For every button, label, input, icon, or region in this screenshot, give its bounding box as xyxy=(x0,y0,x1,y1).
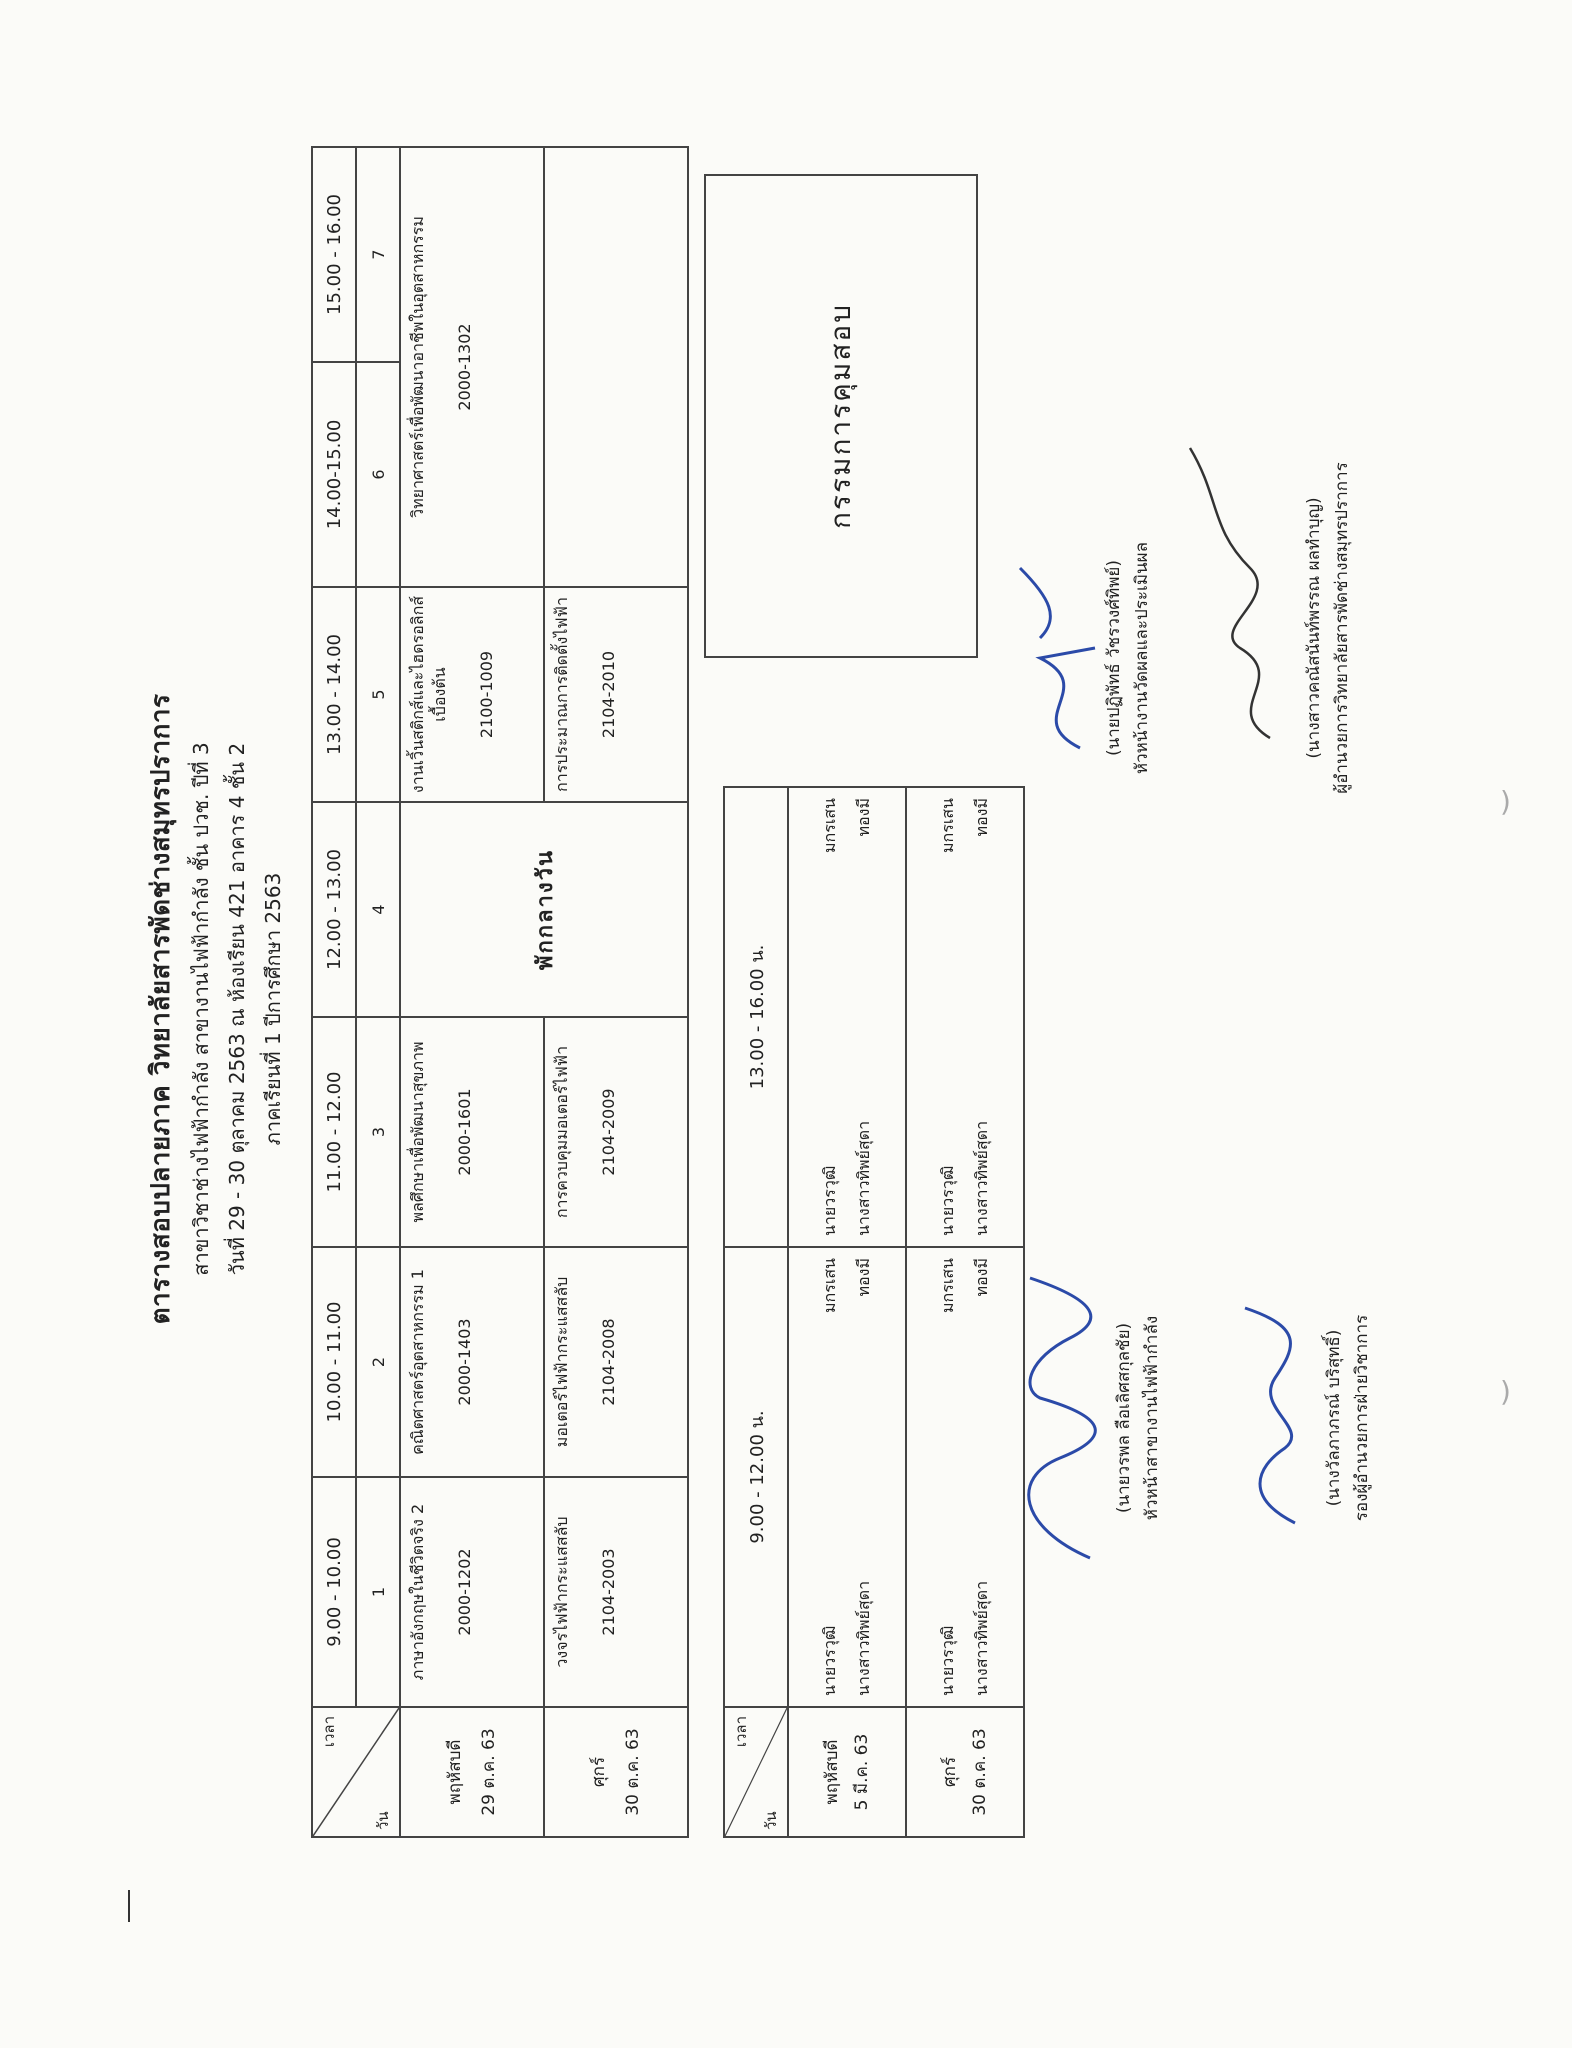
subject-cell xyxy=(400,587,544,802)
signer-role: หัวหน้างานวัดผลและประเมินผล xyxy=(1132,541,1152,775)
corner-header xyxy=(312,1707,400,1837)
subject-cell xyxy=(400,1017,544,1247)
time-header: 13.00 - 14.00 xyxy=(312,587,356,802)
proctor-surname: มกรเสน xyxy=(938,1258,957,1313)
subject-name: พลศึกษาเพื่อพัฒนาสุขภาพ xyxy=(408,1041,427,1223)
binding-mark xyxy=(128,1890,130,1922)
committee-box xyxy=(704,174,978,658)
slot-header: 9.00 - 12.00 น. xyxy=(724,1247,788,1707)
proctor-entry xyxy=(849,1258,879,1696)
proctor-cell xyxy=(788,1247,906,1707)
subject-code: 2000-1403 xyxy=(455,1318,474,1406)
proctor-name: นางสาวทิพย์สุดา xyxy=(972,1120,991,1236)
handwritten-signature xyxy=(1000,548,1110,768)
scan-speck: ) xyxy=(1500,785,1511,818)
document-header xyxy=(140,180,289,1838)
proctor-entry xyxy=(815,1258,845,1696)
corner-time-label: เวลา xyxy=(320,1716,338,1748)
proctor-entry xyxy=(933,798,963,1236)
time-header: 12.00 - 13.00 xyxy=(312,802,356,1017)
subject-code: 2100-1009 xyxy=(477,650,496,739)
committee-label: กรรมการคุมสอบ xyxy=(824,302,857,530)
corner-time-label: เวลา xyxy=(732,1716,750,1748)
period-number: 7 xyxy=(356,147,400,362)
subject-code: 2000-1302 xyxy=(455,323,474,411)
proctor-cell xyxy=(906,787,1024,1247)
subject-code: 2000-1601 xyxy=(455,1088,474,1176)
proctor-surname: ทองมี xyxy=(854,1258,873,1297)
signer-name: (นางวัลภาภรณ์ บริสุทธิ์) xyxy=(1324,1329,1344,1507)
proctor-entry xyxy=(967,1258,997,1696)
handwritten-signature xyxy=(1180,438,1310,758)
period-number: 1 xyxy=(356,1477,400,1707)
corner-day-label: วัน xyxy=(762,1811,780,1830)
signature-block xyxy=(1300,388,1356,868)
signer-role: หัวหน้าสาขางานไฟฟ้ากำลัง xyxy=(1142,1315,1162,1521)
day-cell xyxy=(400,1707,544,1837)
period-number: 2 xyxy=(356,1247,400,1477)
day-name: ศุกร์ xyxy=(589,1756,609,1788)
proctor-row xyxy=(788,787,906,1837)
corner-day-label: วัน xyxy=(374,1811,392,1830)
time-header: 14.00-15.00 xyxy=(312,362,356,587)
thursday-row xyxy=(400,147,544,1837)
empty-subject-cell xyxy=(544,147,688,587)
proctor-name: นายวรวุฒิ xyxy=(820,1165,839,1236)
period-row xyxy=(356,147,400,1837)
proctor-name: นางสาวทิพย์สุดา xyxy=(854,1580,873,1696)
subject-cell xyxy=(400,147,544,587)
subject-name: มอเตอร์ไฟฟ้ากระแสสลับ xyxy=(552,1276,571,1448)
proctor-surname: ทองมี xyxy=(972,1258,991,1297)
proctor-name: นายวรวุฒิ xyxy=(938,1165,957,1236)
day-name: พฤหัสบดี xyxy=(822,1739,842,1805)
proctor-name: นายวรวุฒิ xyxy=(820,1625,839,1696)
subject-code: 2104-2010 xyxy=(599,650,618,739)
day-name: ศุกร์ xyxy=(940,1756,960,1788)
day-name: พฤหัสบดี xyxy=(445,1739,465,1805)
signer-role: ผู้อำนวยการวิทยาลัยสารพัดช่างสมุทรปราการ xyxy=(1332,462,1352,794)
subject-code: 2104-2003 xyxy=(599,1548,618,1636)
exam-schedule-table xyxy=(311,146,689,1838)
proctor-surname: มกรเสน xyxy=(938,798,957,853)
document-title: ตารางสอบปลายภาค วิทยาลัยสารพัดช่างสมุทรปราการ xyxy=(146,693,176,1325)
day-date: 29 ต.ค. 63 xyxy=(479,1728,499,1816)
proctor-cell xyxy=(788,787,906,1247)
subject-name: การควบคุมมอเตอร์ไฟฟ้า xyxy=(552,1045,571,1219)
signature-block xyxy=(1100,448,1156,868)
proctor-entry xyxy=(967,798,997,1236)
signature-block xyxy=(1110,1208,1166,1628)
slot-header: 13.00 - 16.00 น. xyxy=(724,787,788,1247)
proctor-corner-header xyxy=(724,1707,788,1837)
subject-name: วิทยาศาสตร์เพื่อพัฒนาอาชีพในอุตสาหกรรม xyxy=(408,216,427,518)
day-date: 5 มี.ค. 63 xyxy=(852,1733,872,1811)
proctor-entry xyxy=(933,1258,963,1696)
proctor-name: นางสาวทิพย์สุดา xyxy=(854,1120,873,1236)
subject-cell xyxy=(544,1017,688,1247)
proctor-surname: ทองมี xyxy=(854,798,873,837)
subject-code: 2000-1202 xyxy=(455,1548,474,1636)
subject-cell xyxy=(400,1247,544,1477)
day-date: 30 ต.ค. 63 xyxy=(970,1728,990,1816)
proctor-surname: ทองมี xyxy=(972,798,991,837)
proctor-slot-row xyxy=(724,787,788,1837)
proctor-surname: มกรเสน xyxy=(820,798,839,853)
handwritten-signature xyxy=(1225,1298,1325,1538)
proctor-name: นางสาวทิพย์สุดา xyxy=(972,1580,991,1696)
period-number: 4 xyxy=(356,802,400,1017)
period-number: 3 xyxy=(356,1017,400,1247)
day-cell xyxy=(788,1707,906,1837)
time-header: 10.00 - 11.00 xyxy=(312,1247,356,1477)
time-header: 15.00 - 16.00 xyxy=(312,147,356,362)
signer-name: (นายปฏิพัทธ์ วัชรวงศ์ทิพย์) xyxy=(1104,560,1124,757)
period-number: 5 xyxy=(356,587,400,802)
subject-cell xyxy=(544,1477,688,1707)
subject-name: การประมาณการติดตั้งไฟฟ้า xyxy=(552,597,571,792)
day-date: 30 ต.ค. 63 xyxy=(623,1728,643,1816)
program-line: สาขาวิชาช่างไฟฟ้ากำลัง สาขางานไฟฟ้ากำลัง ชั้น ปวช. ปีที่ 3 xyxy=(189,742,213,1276)
proctor-table xyxy=(723,786,1025,1838)
time-header: 9.00 - 10.00 xyxy=(312,1477,356,1707)
subject-name: งานเวิ้นสติกส์และไฮดรอลิกส์เบื้องต้น xyxy=(408,595,449,794)
proctor-entry xyxy=(849,798,879,1236)
time-row xyxy=(312,147,356,1837)
proctor-entry xyxy=(815,798,845,1236)
signer-role: รองผู้อำนวยการฝ่ายวิชาการ xyxy=(1352,1314,1372,1522)
semester-line: ภาคเรียนที่ 1 ปีการศึกษา 2563 xyxy=(261,872,285,1146)
day-cell xyxy=(544,1707,688,1837)
handwritten-signature xyxy=(1000,1268,1120,1568)
proctor-surname: มกรเสน xyxy=(820,1258,839,1313)
signer-name: (นางสาวคณัสนันท์พรรณ ผลทำบุญ) xyxy=(1304,497,1324,759)
subject-cell xyxy=(400,1477,544,1707)
signer-name: (นายวรพล ลือเลิศสกุลชัย) xyxy=(1114,1322,1134,1514)
signature-block xyxy=(1320,1208,1376,1628)
lunch-break-cell: พักกลางวัน xyxy=(400,802,688,1017)
time-header: 11.00 - 12.00 xyxy=(312,1017,356,1247)
subject-cell xyxy=(544,587,688,802)
proctor-name: นายวรวุฒิ xyxy=(938,1625,957,1696)
subject-code: 2104-2008 xyxy=(599,1318,618,1406)
subject-name: วงจรไฟฟ้ากระแสสลับ xyxy=(552,1516,571,1668)
date-room-line: วันที่ 29 - 30 ตุลาคม 2563 ณ ห้องเรียน 421 อาคาร 4 ชั้น 2 xyxy=(225,742,249,1276)
subject-code: 2104-2009 xyxy=(599,1088,618,1176)
day-cell xyxy=(906,1707,1024,1837)
subject-cell xyxy=(544,1247,688,1477)
subject-name: คณิตศาสตร์อุตสาหกรรม 1 xyxy=(408,1269,427,1455)
scan-speck: ) xyxy=(1500,1375,1511,1408)
period-number: 6 xyxy=(356,362,400,587)
subject-name: ภาษาอังกฤษในชีวิตจริง 2 xyxy=(408,1503,427,1681)
